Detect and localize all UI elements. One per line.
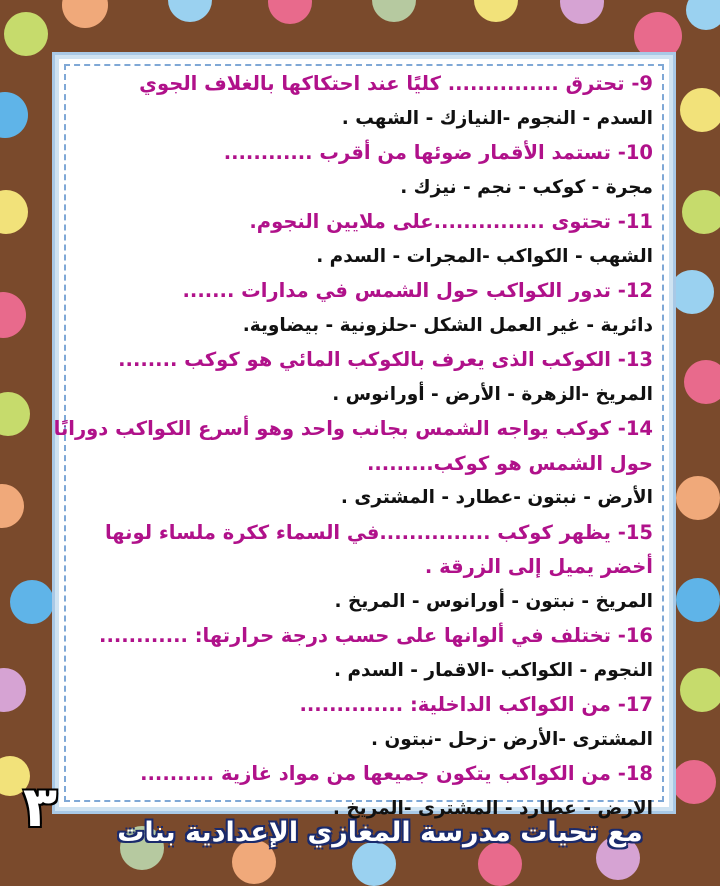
question-14: 14- كوكب يواجه الشمس بجانب واحد وهو أسرع الكواكب دورانًا (53, 417, 653, 440)
options-14: الأرض - نبتون -عطارد - المشترى . (340, 487, 653, 508)
question-15-continued: أخضر يميل إلى الزرقة . (424, 555, 653, 578)
question-11: 11- تحتوى ...............على ملايين النجوم. (249, 210, 653, 233)
options-12: دائرية - غير العمل الشكل -حلزونية - بيضاوية. (242, 314, 653, 336)
question-9: 9- تحترق ............... كليًا عند احتكاكها بالغلاف الجوي (139, 72, 653, 95)
questions-list (53, 67, 653, 826)
question-17: 17- من الكواكب الداخلية: .............. (299, 693, 653, 716)
options-16: النجوم - الكواكب -الاقمار - السدم . (334, 659, 653, 681)
question-13: 13- الكوكب الذى يعرف بالكوكب المائي هو كوكب ........ (118, 348, 653, 371)
question-16: 16- تختلف في ألوانها على حسب درجة حرارتها: ............ (99, 624, 653, 647)
options-15: المريخ - نبتون - أورانوس - المريخ . (334, 590, 653, 612)
page-number: ٣ (22, 775, 58, 840)
question-15: 15- يظهر كوكب ...............في السماء ككرة ملساء لونها (104, 520, 653, 544)
options-10: مجرة - كوكب - نجم - نيزك . (400, 176, 653, 198)
worksheet-panel (53, 55, 673, 819)
options-17: المشترى -الأرض -زحل -نبتون . (371, 728, 653, 750)
question-18: 18- من الكواكب يتكون جميعها من مواد غازية .......... (140, 762, 653, 785)
question-12: 12- تدور الكواكب حول الشمس في مدارات ....... (182, 279, 653, 302)
footer-credit: مع تحيات مدرسة المغازي الإعدادية بنات (117, 817, 643, 848)
options-9: السدم - النجوم -النيازك - الشهب . (341, 107, 653, 129)
question-10: 10- تستمد الأقمار ضوئها من أقرب ............ (223, 141, 653, 164)
options-18: الارض - عطارد - المشترى -المريخ . (332, 797, 653, 819)
options-11: الشهب - الكواكب -المجرات - السدم . (316, 245, 653, 267)
question-14-continued: حول الشمس هو كوكب......... (366, 451, 653, 475)
options-13: المريخ -الزهرة - الأرض - أورانوس . (332, 383, 653, 405)
